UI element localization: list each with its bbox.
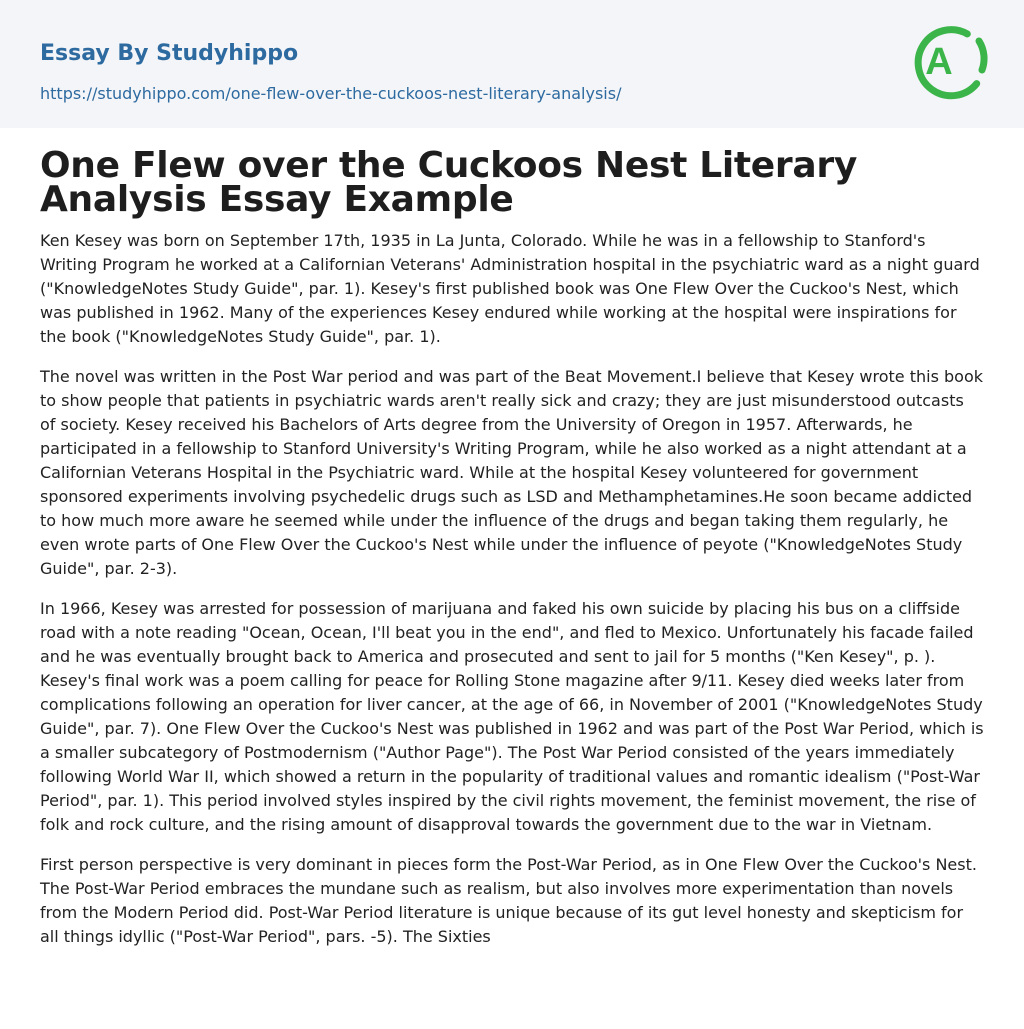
essay-paragraph: Ken Kesey was born on September 17th, 1935 in La Junta, Colorado. While he was in a fellowship to Stanford's Writing Program he worked at a Californian Veterans' Administration hospital in the psychiatric ward as a night guard ("KnowledgeNotes Study Guide", par. 1). Kesey's first published book was One Flew Over the Cuckoo's Nest, which was published in 1962. Many of the experiences Kesey endured while working at the hospital were inspirations for the book ("KnowledgeNotes Study Guide", par. 1). — [40, 231, 980, 346]
essay-title: One Flew over the Cuckoos Nest Literary Analysis Essay Example — [40, 145, 857, 220]
brand-title: Essay By Studyhippo — [40, 41, 299, 66]
essay-paragraph: First person perspective is very dominant in pieces form the Post-War Period, as in One Flew Over the Cuckoo's Nest. The Post-War Period embraces the mundane such as realism, but also involves more experimentation than novels from the Modern Period did. Post-War Period literature is unique because of its gut level honesty and skepticism for all things idyllic ("Post-War Period", pars. -5). The Sixties — [40, 855, 977, 946]
essay-body — [40, 229, 984, 949]
logo-letter: A — [925, 41, 953, 83]
source-url-link[interactable]: https://studyhippo.com/one-flew-over-the-cuckoos-nest-literary-analysis/ — [40, 84, 622, 103]
site-header — [0, 0, 1024, 128]
essay-paragraph: The novel was written in the Post War period and was part of the Beat Movement.I believe that Kesey wrote this book to show people that patients in psychiatric wards aren't really sick and crazy; they are just misunderstood outcasts of society. Kesey received his Bachelors of Arts degree from the University of Oregon in 1957. Afterwards, he participated in a fellowship to Stanford University's Writing Program, while he also worked as a night attendant at a Californian Veterans Hospital in the Psychiatric ward. While at the hospital Kesey volunteered for government sponsored experiments involving psychedelic drugs such as LSD and Methamphetamines.He soon became addicted to how much more aware he seemed while under the influence of the drugs and began taking them regularly, he even wrote parts of One Flew Over the Cuckoo's Nest while under the influence of peyote ("KnowledgeNotes Study Guide", par. 2-3). — [40, 367, 983, 578]
studyhippo-logo-icon[interactable] — [912, 18, 988, 106]
essay-paragraph: In 1966, Kesey was arrested for possession of marijuana and faked his own suicide by placing his bus on a cliffside road with a note reading "Ocean, Ocean, I'll beat you in the end", and fled to Mexico. Unfortunately his facade failed and he was eventually brought back to America and prosecuted and sent to jail for 5 months ("Ken Kesey", p. ). Kesey's final work was a poem calling for peace for Rolling Stone magazine after 9/11. Kesey died weeks later from complications following an operation for liver cancer, at the age of 66, in November of 2001 ("KnowledgeNotes Study Guide", par. 7). One Flew Over the Cuckoo's Nest was published in 1962 and was part of the Post War Period, which is a smaller subcategory of Postmodernism ("Author Page"). The Post War Period consisted of the years immediately following World War II, which showed a return in the popularity of traditional values and romantic idealism ("Post-War Period", par. 1). This period involved styles inspired by the civil rights movement, the feminist movement, the rise of folk and rock culture, and the rising amount of disapproval towards the government due to the war in Vietnam. — [40, 599, 984, 834]
